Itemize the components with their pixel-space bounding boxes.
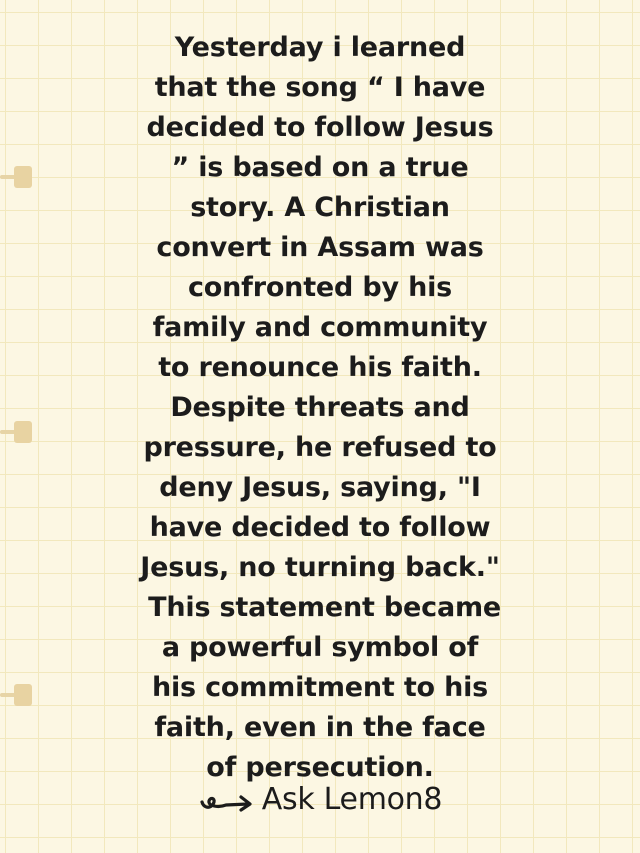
note-line: Despite threats and bbox=[170, 392, 470, 423]
binder-tab-head bbox=[14, 166, 32, 188]
note-line: decided to follow Jesus bbox=[146, 112, 494, 143]
note-line: confronted by his bbox=[187, 272, 453, 303]
note-line: a powerful symbol of bbox=[161, 632, 479, 663]
note-line: to renounce his faith. bbox=[158, 352, 482, 383]
note-line: Yesterday i learned bbox=[174, 32, 466, 63]
binder-tab-head bbox=[14, 421, 32, 443]
note-line: family and community bbox=[152, 312, 488, 343]
note-line: pressure, he refused to bbox=[143, 432, 497, 463]
note-line: deny Jesus, saying, "I bbox=[159, 472, 481, 503]
note-line: have decided to follow bbox=[149, 512, 491, 543]
note-line: This statement became bbox=[138, 592, 502, 623]
note-line: Jesus, no turning back." bbox=[140, 552, 500, 583]
binder-tab-bottom bbox=[0, 681, 32, 709]
binder-tab-middle bbox=[0, 418, 32, 446]
ask-lemon8-footer[interactable] bbox=[0, 782, 640, 817]
note-line: of persecution. bbox=[206, 752, 434, 783]
note-line: that the song “ I have bbox=[154, 72, 486, 103]
note-line: story. A Christian bbox=[190, 192, 450, 223]
note-line: convert in Assam was bbox=[156, 232, 484, 263]
ask-lemon8-label: Ask Lemon8 bbox=[261, 782, 443, 817]
note-line: ” is based on a true bbox=[171, 152, 469, 183]
note-line: faith, even in the face bbox=[154, 712, 486, 743]
swirl-arrow-icon bbox=[198, 785, 256, 815]
binder-tab-top bbox=[0, 163, 32, 191]
note-body bbox=[128, 28, 512, 788]
binder-tab-head bbox=[14, 684, 32, 706]
note-line: his commitment to his bbox=[151, 672, 489, 703]
